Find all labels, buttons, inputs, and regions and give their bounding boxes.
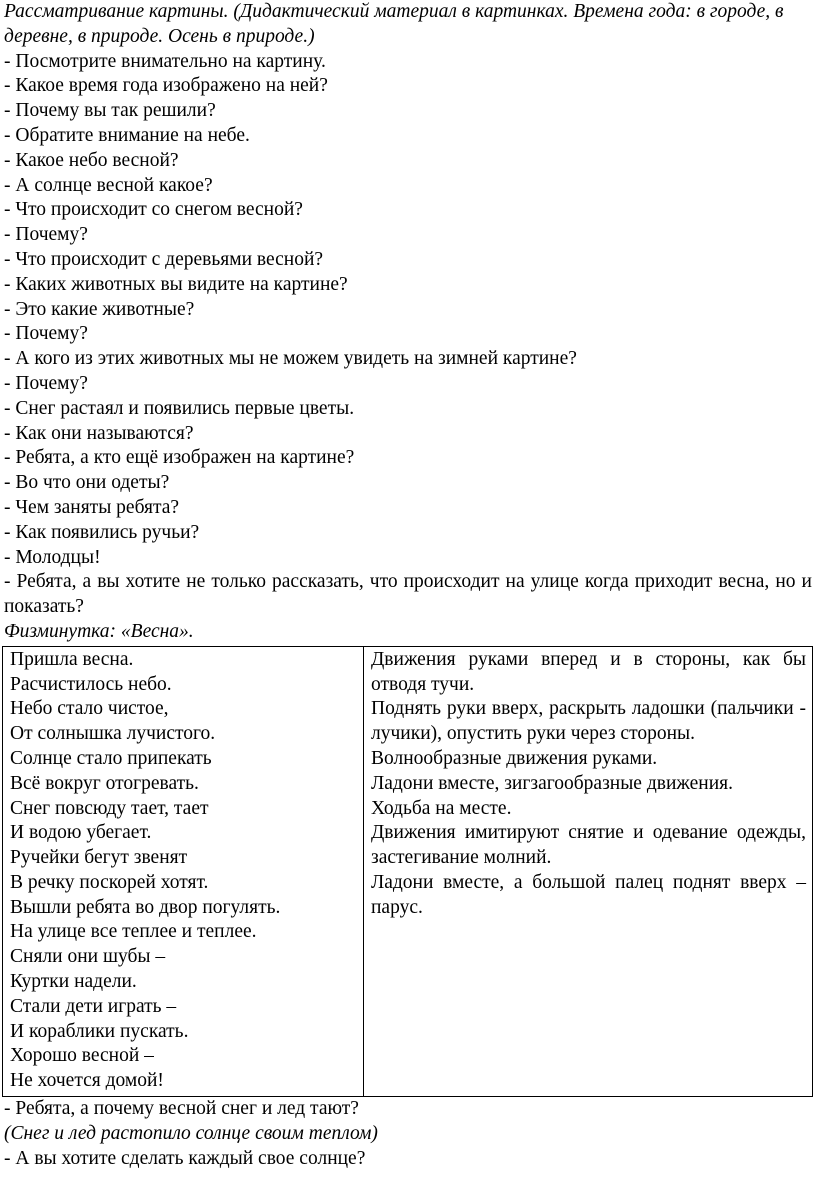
action-line: Движения имитируют снятие и одевание одежды, застегивание молний. (371, 822, 806, 869)
poem-line: Стали дети играть – (10, 995, 177, 1017)
question-line: - Во что они одеты? (4, 472, 170, 494)
answer-note: (Снег и лед растопило солнце своим теплом) (4, 1122, 378, 1144)
poem-line: Не хочется домой! (10, 1070, 164, 1092)
question-line: - Молодцы! (4, 546, 101, 568)
poem-line: Ручейки бегут звенят (10, 847, 188, 869)
poem-line: В речку поскорей хотят. (10, 871, 209, 893)
question-line: - Чем заняты ребята? (4, 496, 180, 518)
question-line: - Посмотрите внимательно на картину. (4, 50, 326, 72)
action-line: Движения руками вперед и в стороны, как бы отводя тучи. (371, 648, 806, 695)
action-line: Ладони вместе, а большой палец поднят вверх – парус. (371, 871, 806, 918)
action-line: Ходьба на месте. (371, 797, 512, 819)
question-line: - Почему вы так решили? (4, 100, 216, 122)
question-line: - А кого из этих животных мы не можем увидеть на зимней картине? (4, 348, 577, 370)
question-line: - Какое небо весной? (4, 149, 179, 171)
poem-line: Вышли ребята во двор погулять. (10, 896, 281, 918)
poem-line: Небо стало чистое, (10, 698, 169, 720)
question-line: - Какое время года изображено на ней? (4, 75, 328, 97)
section-heading: Рассматривание картины. (Дидактический материал в картинках. Времена года: в городе, в деревне, в природе. Осень в природе.) (4, 1, 784, 47)
question-line: - А солнце весной какое? (4, 174, 213, 196)
poem-line: И кораблики пускать. (10, 1020, 189, 1042)
question-line: - Почему? (4, 323, 88, 345)
question-line: - Ребята, а вы хотите не только рассказать, что происходит на улице когда приходит весна, но и показать? (4, 571, 812, 618)
poem-line: На улице все теплее и теплее. (10, 921, 257, 943)
followup-question: - Ребята, а почему весной снег и лед тают? (4, 1098, 359, 1120)
fizminutka-table (2, 646, 813, 1097)
question-line: - Почему? (4, 224, 88, 246)
poem-line: Расчистилось небо. (10, 673, 172, 695)
question-line: - Каких животных вы видите на картине? (4, 273, 348, 295)
action-line: Ладони вместе, зигзагообразные движения. (371, 772, 733, 794)
actions-cell (364, 646, 813, 1096)
poem-line: Пришла весна. (10, 648, 134, 670)
poem-line: Снег повсюду тает, тает (10, 797, 209, 819)
poem-line: Всё вокруг отогревать. (10, 772, 199, 794)
question-line: - Ребята, а кто ещё изображен на картине? (4, 447, 355, 469)
question-line: - Что происходит со снегом весной? (4, 199, 303, 221)
table-row (3, 646, 813, 1096)
question-line: - Почему? (4, 372, 88, 394)
followup-question: - А вы хотите сделать каждый свое солнце? (4, 1147, 366, 1169)
poem-line: Сняли они шубы – (10, 946, 166, 968)
poem-line: И водою убегает. (10, 822, 152, 844)
question-line: - Как появились ручьи? (4, 521, 200, 543)
poem-line: Куртки надели. (10, 971, 137, 993)
question-line: - Снег растаял и появились первые цветы. (4, 397, 355, 419)
action-line: Поднять руки вверх, раскрыть ладошки (пальчики - лучики), опустить руки через стороны. (371, 698, 806, 745)
question-line: - Что происходит с деревьями весной? (4, 248, 324, 270)
poem-line: Солнце стало припекать (10, 747, 212, 769)
poem-line: Хорошо весной – (10, 1045, 154, 1067)
question-line: - Это какие животные? (4, 298, 195, 320)
fizminutka-title: Физминутка: «Весна». (4, 620, 194, 642)
poem-cell (3, 646, 364, 1096)
action-line: Волнообразные движения руками. (371, 747, 658, 769)
question-line: - Обратите внимание на небе. (4, 124, 250, 146)
question-line: - Как они называются? (4, 422, 194, 444)
questions-list (0, 50, 816, 620)
poem-line: От солнышка лучистого. (10, 723, 216, 745)
